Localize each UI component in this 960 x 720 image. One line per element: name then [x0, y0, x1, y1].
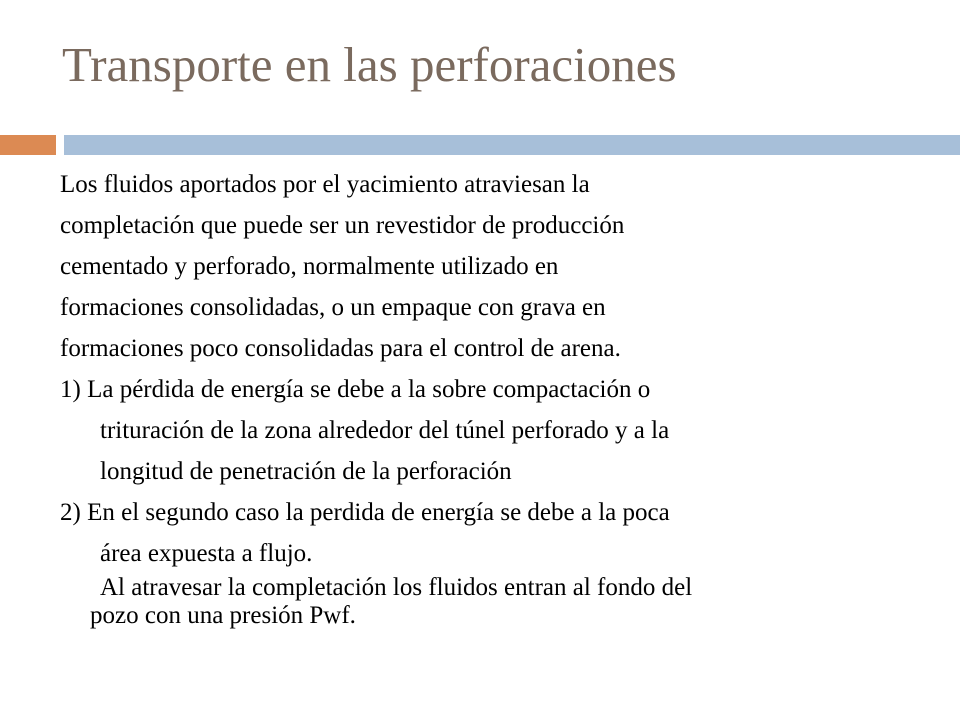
accent-bar-blue — [64, 135, 960, 155]
body-line: formaciones poco consolidadas para el control de arena. — [60, 335, 621, 362]
list-item-1-continuation: trituración de la zona alrededor del túnel perforado y a la — [100, 417, 670, 444]
closing-paragraph-continuation: pozo con una presión Pwf. — [90, 602, 356, 629]
slide-title: Transporte en las perforaciones — [62, 37, 677, 92]
list-item-1: 1) La pérdida de energía se debe a la sobre compactación o — [60, 376, 651, 403]
body-line: formaciones consolidadas, o un empaque con grava en — [60, 294, 606, 321]
accent-bar-orange — [0, 135, 56, 155]
body-line: completación que puede ser un revestidor de producción — [60, 212, 625, 239]
list-item-2: 2) En el segundo caso la perdida de energía se debe a la poca — [60, 499, 670, 526]
body-line: Los fluidos aportados por el yacimiento atraviesan la — [60, 171, 590, 198]
list-item-1-continuation: longitud de penetración de la perforación — [100, 458, 512, 485]
list-item-2-continuation: área expuesta a flujo. — [100, 540, 313, 567]
slide-body — [60, 164, 940, 630]
body-line: cementado y perforado, normalmente utilizado en — [60, 253, 559, 280]
closing-paragraph: Al atravesar la completación los fluidos entran al fondo del — [100, 574, 693, 601]
